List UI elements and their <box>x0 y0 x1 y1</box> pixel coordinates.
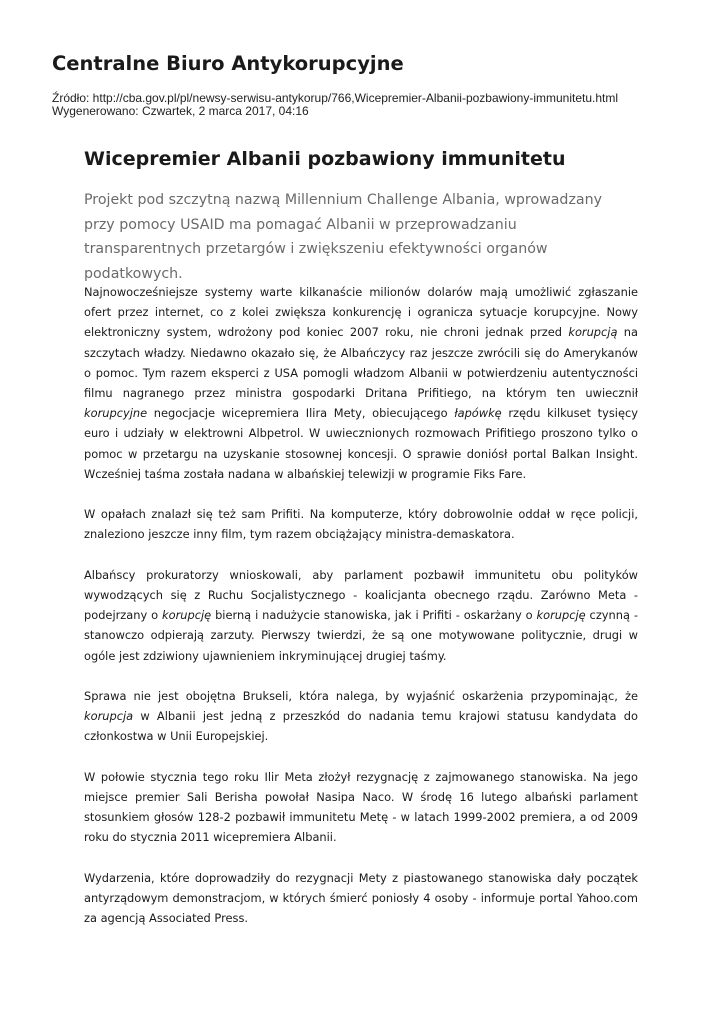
article-lead: Projekt pod szczytną nazwą Millennium Challenge Albania, wprowadzany przy pomocy USAID ma pomagać Albanii w przeprowadzaniu transparentnych przetargów i zwiększeniu efektywności organów podatkowych. <box>84 192 602 282</box>
paragraph-text: Albańscy prokuratorzy wnioskowali, aby parlament pozbawił immunitetu obu polityków wywodzących się z Ruchu Socjalistycznego - koalicjanta obecnego rządu. Zarówno Meta - podejrzany o <box>84 567 638 623</box>
article-paragraph <box>84 282 638 484</box>
emphasis-text: korupcja <box>84 709 134 724</box>
generated-line: Wygenerowano: Czwartek, 2 marca 2017, 04:16 <box>52 104 309 118</box>
paragraph-text: Najnowocześniejsze systemy warte kilkanaście milionów dolarów mają umożliwić zgłaszanie ofert przez internet, co z kolei zwiększa konkurencję i ogranicza sytuacje korupcyjne. Nowy elektroniczny system, wdrożony pod koniec 2007 roku, nie chroni jednak przed <box>84 285 638 340</box>
article-body <box>84 282 638 949</box>
document-meta <box>52 92 722 118</box>
article-title: Wicepremier Albanii pozbawiony immunitetu <box>84 148 566 170</box>
article-paragraph <box>84 868 638 929</box>
paragraph-text: Sprawa nie jest obojętna Brukseli, która nalega, by wyjaśnić oskarżenia przypominając, że <box>84 689 638 704</box>
paragraph-text: na szczytach władzy. Niedawno okazało się, że Albańczycy raz jeszcze zwrócili się do Amerykanów o pomoc. Tym razem eksperci z USA pomogli władzom Albanii w potwierdzeniu autentyczności filmu nagranego przez ministra gospodarki Dritana Prifitiego, na którym ten uwiecznił <box>84 325 638 401</box>
paragraph-text: w Albanii jest jedną z przeszkód do nadania temu krajowi statusu kandydata do członkostwa w Unii Europejskiej. <box>84 709 638 744</box>
emphasis-text: korupcją <box>568 325 618 340</box>
paragraph-text: negocjacje wicepremiera Ilira Mety, obiecującego <box>147 406 455 421</box>
article-paragraph <box>84 504 638 544</box>
paragraph-text: W połowie stycznia tego roku Ilir Meta złożył rezygnację z zajmowanego stanowiska. Na jego miejsce premier Sali Berisha powołał Nasipa Naco. W środę 16 lutego albański parlament stosunkiem głosów 128-2 pozbawił immunitetu Metę - w latach 1999-2002 premiera, a od 2009 roku do stycznia 2011 wicepremiera Albanii. <box>84 769 638 845</box>
article-paragraph <box>84 767 638 848</box>
article-paragraph <box>84 686 638 747</box>
paragraph-text: rzędu kilkuset tysięcy euro i udziały w elektrowni Albpetrol. W uwiecznionych rozmowach Prifitiego proszono tylko o pomoc w przetargu na uzyskanie stosownej koncesji. O sprawie doniósł portal Balkan Insight. Wcześniej taśma została nadana w albańskiej telewizji w programie Fiks Fare. <box>84 406 638 481</box>
emphasis-text: łapówkę <box>454 406 502 421</box>
article-paragraph <box>84 565 638 666</box>
source-line: Źródło: http://cba.gov.pl/pl/newsy-serwisu-antykorup/766,Wicepremier-Albanii-pozbawiony-immunitetu.html <box>52 91 619 105</box>
emphasis-text: korupcyjne <box>84 406 148 421</box>
site-title: Centralne Biuro Antykorupcyjne <box>52 52 404 75</box>
paragraph-text: Wydarzenia, które doprowadziły do rezygnacji Mety z piastowanego stanowiska dały początek antyrządowym demonstracjom, w których śmierć poniosły 4 osoby - informuje portal Yahoo.com za agencją Associated Press. <box>84 870 638 926</box>
emphasis-text: korupcję <box>162 608 212 623</box>
paragraph-text: bierną i nadużycie stanowiska, jak i Prifiti - oskarżany o <box>211 608 537 623</box>
paragraph-text: W opałach znalazł się też sam Prifiti. Na komputerze, który dobrowolnie oddał w ręce policji, znaleziono jeszcze inny film, tym razem obciążający ministra-demaskatora. <box>84 507 638 542</box>
emphasis-text: korupcję <box>536 608 586 623</box>
paragraph-text: czynną - stanowczo odpierają zarzuty. Pierwszy twierdzi, że są one motywowane politycznie, drugi w ogóle jest zdziwiony ujawnieniem inkryminującej drugiej taśmy. <box>84 608 638 663</box>
